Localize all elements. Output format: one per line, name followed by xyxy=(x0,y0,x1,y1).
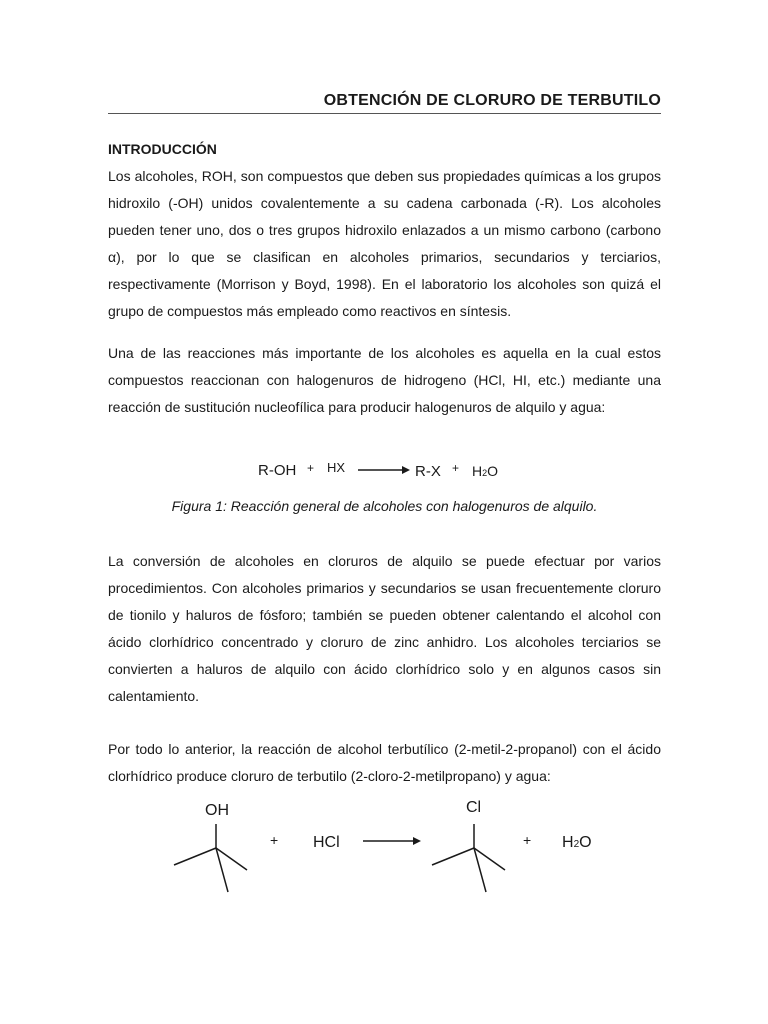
tert-butanol-structure xyxy=(174,824,247,892)
product-water: H2O xyxy=(472,463,499,479)
tert-butyl-chloride-structure xyxy=(432,824,505,892)
paragraph-reactions: Una de las reacciones más importante de los alcoholes es aquella en la cual estos compuestos reaccionan con halogenuros de hidrogeno (HCl, HI, etc.) mediante una reacción de sustitución nucleofílica para producir halogenuros de alquilo y agua: xyxy=(108,345,661,415)
page-title: OBTENCIÓN DE CLORURO DE TERBUTILO xyxy=(108,92,661,114)
chlorine-label: Cl xyxy=(466,799,482,816)
section-heading: INTRODUCCIÓN xyxy=(108,141,217,157)
plus-sign: + xyxy=(270,832,279,848)
reaction-arrow-head xyxy=(402,466,410,474)
hcl-reagent: HCl xyxy=(313,834,340,851)
product-rx: R-X xyxy=(415,463,441,480)
plus-sign: + xyxy=(523,832,532,848)
tert-butyl-reaction-scheme xyxy=(150,790,620,900)
reaction-arrow-head xyxy=(413,837,421,845)
water-product: H2O xyxy=(562,834,592,851)
figure-caption: Figura 1: Reacción general de alcoholes con halogenuros de alquilo. xyxy=(171,498,598,514)
reactant-hx: HX xyxy=(327,460,346,475)
reactant-roh: R-OH xyxy=(258,462,297,479)
paragraph-conclusion: Por todo lo anterior, la reacción de alcohol terbutílico (2-metil-2-propanol) con el ácido clorhídrico produce cloruro de terbutilo (2-cloro-2-metilpropano) y agua: xyxy=(108,741,661,784)
plus-sign: + xyxy=(307,461,315,475)
paragraph-intro: Los alcoholes, ROH, son compuestos que deben sus propiedades químicas a los grupos hidroxilo (-OH) unidos covalentemente a su cadena carbonada (-R). Los alcoholes pueden tener uno, dos o tres grupos hidroxilo enlazados a un mismo carbono (carbono α), por lo que se clasifican en alcoholes primarios, secundarios y terciarios, respectivamente (Morrison y Boyd, 1998). En el laboratorio los alcoholes son quizá el grupo de compuestos más empleado como reactivos en síntesis. xyxy=(108,168,661,319)
general-reaction-equation xyxy=(250,455,510,485)
paragraph-conversion: La conversión de alcoholes en cloruros de alquilo se puede efectuar por varios procedimientos. Con alcoholes primarios y secundarios se usan frecuentemente cloruro de tionilo y haluros de fósforo; también se pueden obtener calentando el alcohol con ácido clorhídrico concentrado y cloruro de zinc anhidro. Los alcoholes terciarios se convierten a haluros de alquilo con ácido clorhídrico solo y en algunos casos sin calentamiento. xyxy=(108,553,661,704)
plus-sign: + xyxy=(452,461,460,475)
hydroxyl-label: OH xyxy=(205,802,229,819)
